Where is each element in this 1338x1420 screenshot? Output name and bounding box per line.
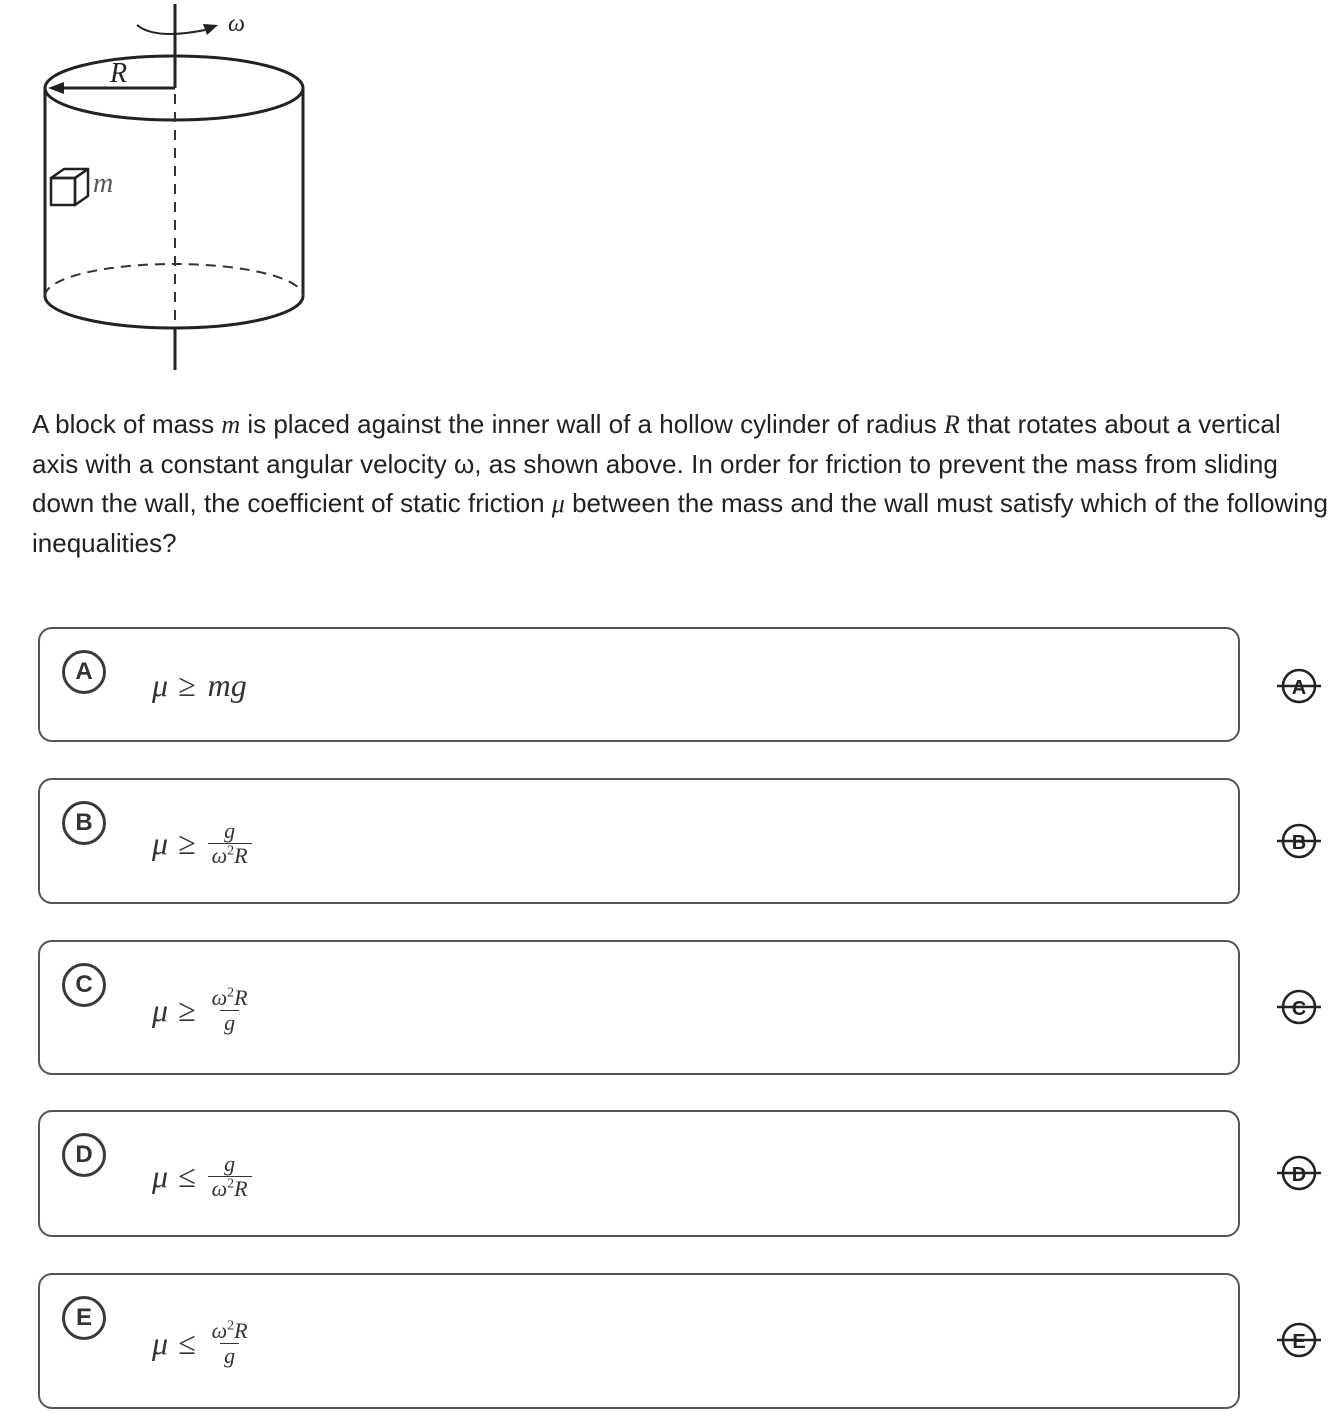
eliminate-option-b-button[interactable] bbox=[1275, 819, 1323, 863]
option-letter-e: E bbox=[62, 1296, 106, 1340]
omega-label: ω bbox=[228, 11, 245, 37]
eliminate-option-d-button[interactable] bbox=[1275, 1151, 1323, 1195]
mass-label: m bbox=[93, 168, 114, 199]
option-letter-c: C bbox=[62, 963, 106, 1007]
mu-symbol: μ bbox=[152, 991, 169, 1028]
question-part: is placed against the inner wall of a hollow cylinder of radius bbox=[240, 409, 944, 439]
answer-option-d[interactable] bbox=[38, 1110, 1240, 1237]
question-part: between the mass and the wall must satisfy which of the following inequalities? bbox=[32, 488, 1328, 558]
formula-c bbox=[152, 980, 252, 1040]
rotation-arrow bbox=[137, 25, 205, 34]
eliminate-option-c-button[interactable] bbox=[1275, 985, 1323, 1029]
relation-symbol: ≥ bbox=[178, 824, 196, 861]
eliminate-letter: A bbox=[1291, 677, 1307, 699]
question-part: that rotates about a vertical axis with a constant angular velocity ω, as shown above. In order for friction to prevent the mass from sliding down the wall, the coefficient of static friction bbox=[32, 409, 1281, 518]
numerator: g bbox=[224, 1150, 236, 1176]
mu-symbol: μ bbox=[152, 666, 169, 703]
rotation-arrowhead bbox=[203, 24, 218, 35]
numerator: $\omega^2R$ bbox=[211, 1317, 248, 1343]
denominator: g bbox=[220, 1010, 239, 1035]
eliminate-letter: B bbox=[1291, 832, 1307, 854]
formula-b bbox=[152, 813, 252, 873]
fraction bbox=[208, 1152, 252, 1201]
radius-label: R bbox=[110, 58, 128, 89]
option-letter-a: A bbox=[62, 650, 106, 694]
formula-d bbox=[152, 1146, 252, 1206]
option-letter-d: D bbox=[62, 1133, 106, 1177]
numerator: $\omega^2R$ bbox=[211, 984, 248, 1010]
relation-symbol: ≥ bbox=[178, 666, 196, 703]
option-letter-b: B bbox=[62, 801, 106, 845]
rhs-expression: mg bbox=[207, 666, 247, 703]
fraction bbox=[208, 1319, 252, 1368]
mass-block-icon bbox=[51, 169, 88, 205]
eliminate-letter: D bbox=[1291, 1164, 1307, 1186]
relation-symbol: ≤ bbox=[178, 1324, 196, 1361]
radius-variable: R bbox=[943, 410, 960, 439]
numerator: g bbox=[224, 817, 236, 843]
mu-symbol: μ bbox=[152, 824, 169, 861]
denominator: $\omega^2R$ bbox=[208, 1176, 252, 1201]
mu-symbol: μ bbox=[152, 1324, 169, 1361]
answer-option-e[interactable] bbox=[38, 1273, 1240, 1409]
relation-symbol: ≤ bbox=[178, 1157, 196, 1194]
question-text bbox=[32, 405, 1332, 563]
answer-option-b[interactable] bbox=[38, 778, 1240, 904]
answer-option-c[interactable] bbox=[38, 940, 1240, 1075]
eliminate-option-a-button[interactable] bbox=[1275, 664, 1323, 708]
denominator: $\omega^2R$ bbox=[208, 843, 252, 868]
denominator: g bbox=[220, 1343, 239, 1368]
cylinder-figure bbox=[0, 0, 340, 380]
eliminate-letter: E bbox=[1292, 1331, 1306, 1353]
answer-option-a[interactable] bbox=[38, 627, 1240, 742]
radius-arrowhead bbox=[48, 82, 64, 94]
fraction bbox=[208, 986, 252, 1035]
eliminate-option-e-button[interactable] bbox=[1275, 1318, 1323, 1362]
eliminate-letter: C bbox=[1291, 998, 1307, 1020]
mass-variable: m bbox=[221, 410, 241, 439]
mu-symbol: μ bbox=[152, 1157, 169, 1194]
question-part: A block of mass bbox=[32, 409, 222, 439]
formula-e bbox=[152, 1313, 252, 1373]
formula-a bbox=[152, 655, 247, 715]
mu-variable: μ bbox=[551, 489, 565, 518]
relation-symbol: ≥ bbox=[178, 991, 196, 1028]
fraction bbox=[208, 819, 252, 868]
